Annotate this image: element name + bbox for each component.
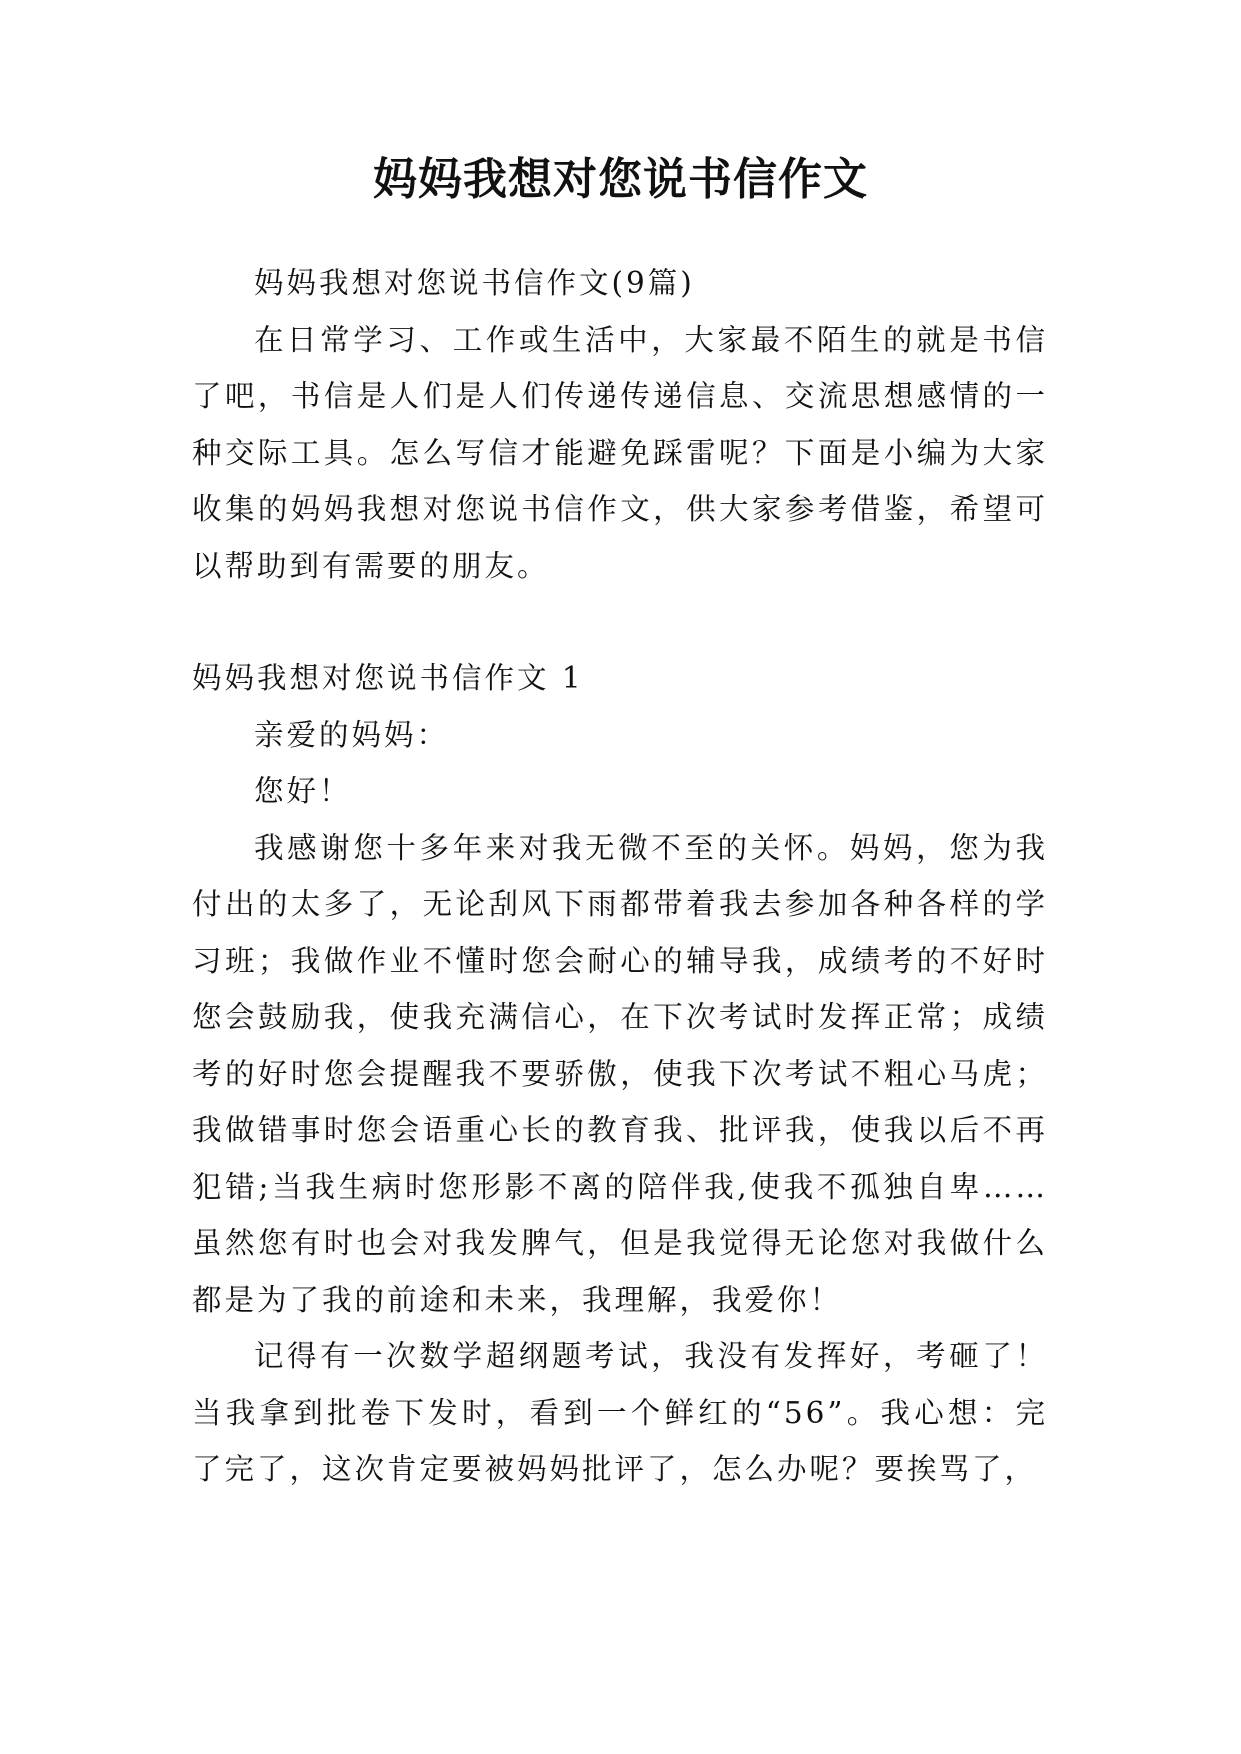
letter-paragraph: 记得有一次数学超纲题考试，我没有发挥好，考砸了！当我拿到批卷下发时，看到一个鲜红的“56”。我心想：完了完了，这次肯定要被妈妈批评了，怎么办呢？要挨骂了， [192,1339,1048,1486]
document-body [192,255,1048,1498]
letter-salutation: 亲爱的妈妈： [253,717,449,752]
section-heading: 妈妈我想对您说书信作文 1 [192,661,584,695]
intro-paragraph: 在日常学习、工作或生活中，大家最不陌生的就是书信了吧，书信是人们是人们传递传递信息、交流思想感情的一种交际工具。怎么写信才能避免踩雷呢？下面是小编为大家收集的妈妈我想对您说书信作文，供大家参考借鉴，希望可以帮助到有需要的朋友。 [192,322,1048,583]
letter-paragraph: 我感谢您十多年来对我无微不至的关怀。妈妈，您为我付出的太多了，无论刮风下雨都带着我去参加各种各样的学习班；我做作业不懂时您会耐心的辅导我，成绩考的不好时您会鼓励我，使我充满信心，在下次考试时发挥正常；成绩考的好时您会提醒我不要骄傲，使我下次考试不粗心马虎；我做错事时您会语重心长的教育我、批评我，使我以后不再犯错;当我生病时您形影不离的陪伴我,使我不孤独自卑……虽然您有时也会对我发脾气，但是我觉得无论您对我做什么都是为了我的前途和未来，我理解，我爱你！ [192,830,1048,1317]
letter-greeting: 您好！ [253,774,352,808]
document-subtitle: 妈妈我想对您说书信作文(9篇) [253,266,695,300]
document-title: 妈妈我想对您说书信作文 [373,154,868,205]
section-spacer [192,594,1048,650]
